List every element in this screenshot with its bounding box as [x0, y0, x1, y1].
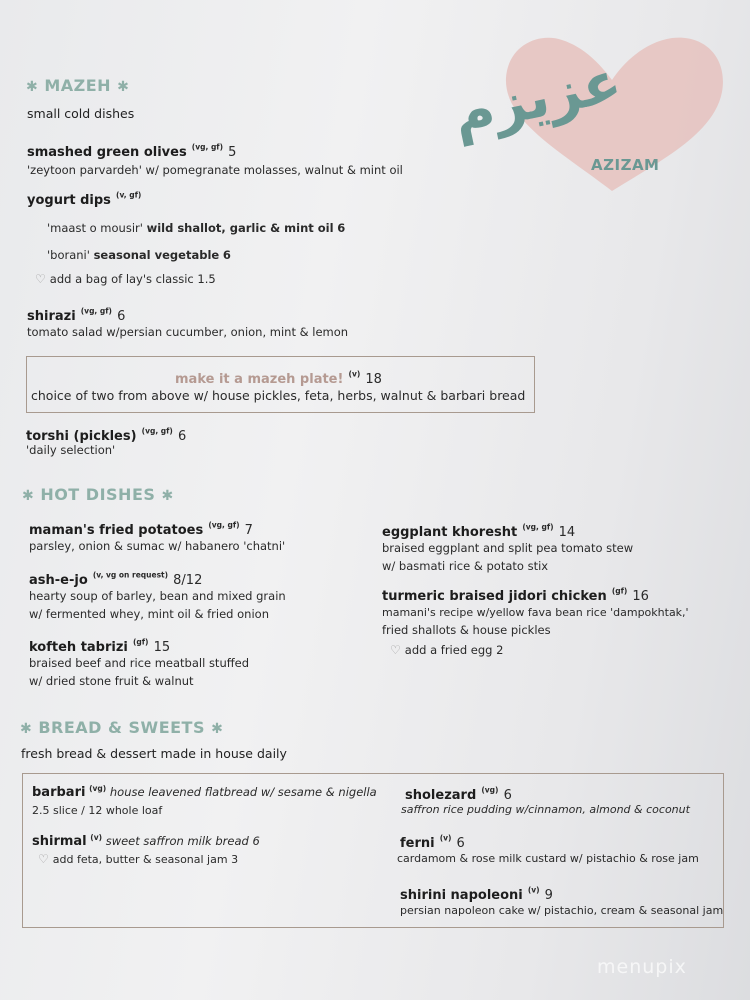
ferni-desc: cardamom & rose milk custard w/ pistachio & rose jam [397, 852, 699, 865]
potatoes-desc: parsley, onion & sumac w/ habanero 'chatni' [29, 539, 286, 553]
shirazi-desc: tomato salad w/persian cucumber, onion, mint & lemon [27, 325, 349, 339]
section-bread-title: ✱ BREAD & SWEETS ✱ [20, 718, 224, 737]
item-yogurt: yogurt dips $^{(v, gf)}$ [27, 190, 142, 208]
yogurt-dip-2: 'borani' seasonal vegetable 6 [47, 248, 231, 262]
olives-desc: 'zeytoon parvardeh' w/ pomegranate molasses, walnut & mint oil [27, 163, 403, 177]
ash-desc-2: w/ fermented whey, mint oil & fried onion [29, 607, 269, 621]
chicken-desc-2: fried shallots & house pickles [382, 623, 551, 637]
item-sholezard: sholezard $^{(vg)}$ 6 [405, 785, 512, 803]
eggplant-desc-1: braised eggplant and split pea tomato stew [382, 541, 634, 555]
item-chicken: turmeric braised jidori chicken $^{(gf)}$ 16 [382, 586, 649, 604]
logo-name: AZIZAM [591, 156, 660, 174]
item-shirazi: shirazi $^{(vg, gf)}$ 6 [27, 306, 126, 324]
chicken-desc-1: mamani's recipe w/yellow fava bean rice 'dampokhtak,' [382, 606, 689, 619]
snowflake-icon: ✱ [26, 79, 39, 95]
item-olives: smashed green olives $^{(vg, gf)}$ 5 [27, 142, 237, 160]
item-shirmal: shirmal $^{(v)}$ sweet saffron milk bread 6 [32, 833, 260, 849]
sholezard-desc: saffron rice pudding w/cinnamon, almond & coconut [401, 803, 690, 816]
item-eggplant: eggplant khoresht $^{(vg, gf)}$ 14 [382, 522, 576, 540]
snowflake-icon: ✱ [161, 488, 174, 504]
heart-icon: ♡ [38, 852, 49, 866]
shirini-desc: persian napoleon cake w/ pistachio, cream & seasonal jam [400, 904, 724, 917]
shirmal-addon: ♡ add feta, butter & seasonal jam 3 [38, 852, 239, 866]
logo-script: عزیزم [446, 49, 627, 148]
item-shirini: shirini napoleoni $^{(v)}$ 9 [400, 885, 553, 903]
heart-icon: ♡ [35, 272, 46, 286]
yogurt-addon: ♡ add a bag of lay's classic 1.5 [35, 272, 216, 286]
barbari-price: 2.5 slice / 12 whole loaf [32, 804, 163, 817]
snowflake-icon: ✱ [117, 79, 130, 95]
mazeh-plate-desc: choice of two from above w/ house pickles, feta, herbs, walnut & barbari bread [31, 388, 526, 403]
snowflake-icon: ✱ [211, 721, 224, 737]
ash-desc-1: hearty soup of barley, bean and mixed grain [29, 589, 286, 603]
item-ash: ash-e-jo $^{(v, vg on request)}$ 8/12 [29, 570, 203, 588]
chicken-addon: ♡ add a fried egg 2 [390, 643, 504, 657]
bread-subtitle: fresh bread & dessert made in house daily [21, 746, 287, 761]
item-kofteh: kofteh tabrizi $^{(gf)}$ 15 [29, 637, 171, 655]
item-potatoes: maman's fried potatoes $^{(vg, gf)}$ 7 [29, 520, 253, 538]
item-barbari: barbari $^{(vg)}$ house leavened flatbread w/ sesame & nigella [32, 784, 377, 800]
watermark: menupix [597, 956, 687, 978]
heart-icon: ♡ [390, 643, 401, 657]
kofteh-desc-2: w/ dried stone fruit & walnut [29, 674, 194, 688]
torshi-desc: 'daily selection' [26, 443, 116, 457]
section-mazeh-title: ✱ MAZEH ✱ [26, 76, 130, 95]
section-hot-title: ✱ HOT DISHES ✱ [22, 485, 174, 504]
snowflake-icon: ✱ [22, 488, 35, 504]
mazeh-plate-title: make it a mazeh plate! $^{(v)}$ 18 [175, 369, 382, 387]
yogurt-dip-1: 'maast o mousir' wild shallot, garlic & mint oil 6 [47, 221, 346, 235]
snowflake-icon: ✱ [20, 721, 33, 737]
item-ferni: ferni $^{(v)}$ 6 [400, 833, 465, 851]
mazeh-subtitle: small cold dishes [27, 106, 135, 121]
eggplant-desc-2: w/ basmati rice & potato stix [382, 559, 549, 573]
kofteh-desc-1: braised beef and rice meatball stuffed [29, 656, 250, 670]
item-torshi: torshi (pickles) $^{(vg, gf)}$ 6 [26, 426, 187, 444]
